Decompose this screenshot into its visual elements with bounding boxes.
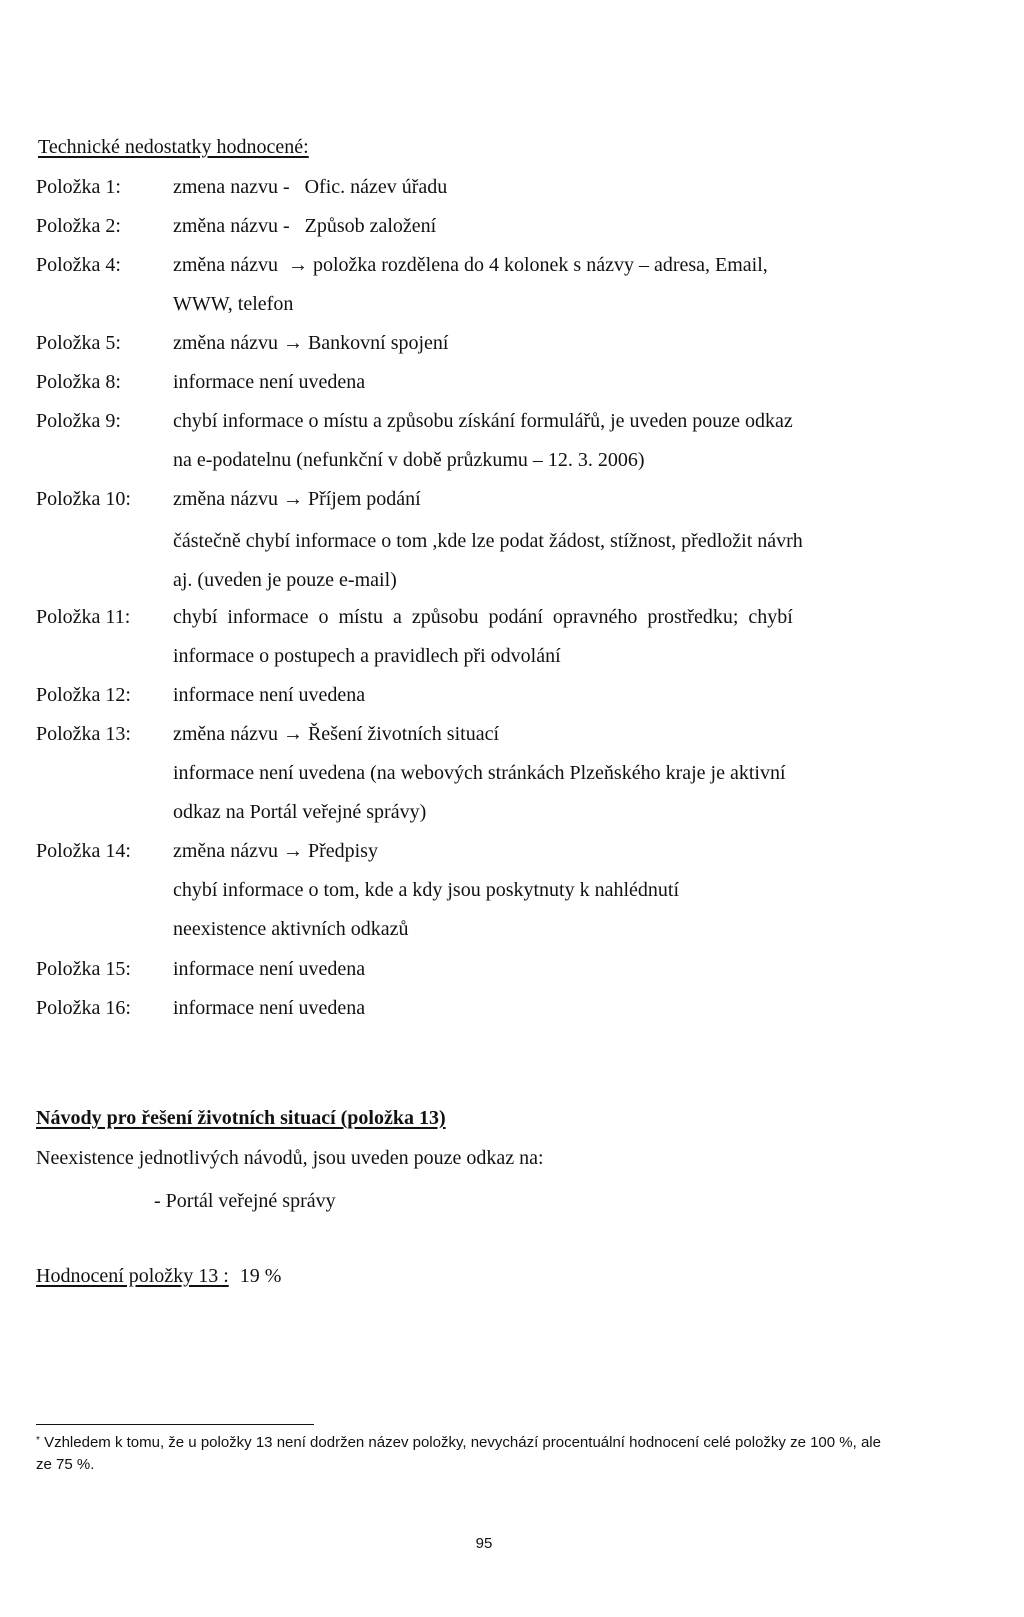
item-label: Položka 4: [36, 254, 121, 276]
item-text: informace není uvedena [173, 997, 366, 1019]
item-text: změna názvu → Příjem podání [173, 488, 421, 510]
item-text: na e-podatelnu (nefunkční v době průzkumu – 12. 3. 2006) [173, 449, 645, 471]
item-text: informace není uvedena [173, 958, 366, 980]
page-number: 95 [475, 1535, 493, 1552]
footnote [36, 1432, 896, 1476]
item-text: informace není uvedena [173, 371, 366, 393]
section-title: Návody pro řešení životních situací (položka 13) [36, 1107, 446, 1129]
item-text: chybí informace o tom, kde a kdy jsou poskytnuty k nahlédnutí [173, 879, 680, 901]
item-text: změna názvu → Předpisy [173, 840, 378, 862]
section-heading: Technické nedostatky hodnocené: [38, 136, 309, 158]
item-label: Položka 2: [36, 215, 121, 237]
section-bullet: - Portál veřejné správy [154, 1190, 336, 1212]
item-label: Položka 8: [36, 371, 121, 393]
item-text: WWW, telefon [173, 293, 294, 315]
footnote-marker: * [36, 1435, 40, 1446]
item-label: Položka 5: [36, 332, 121, 354]
item-text: změna názvu - Způsob založení [173, 215, 437, 237]
item-text: informace není uvedena (na webových stránkách Plzeňského kraje je aktivní [173, 762, 786, 784]
item-text: neexistence aktivních odkazů [173, 918, 409, 940]
item-label: Položka 13: [36, 723, 131, 745]
footnote-text: Vzhledem k tomu, že u položky 13 není dodržen název položky, nevychází procentuální hodnocení celé položky ze 100 %, ale ze 75 %. [36, 1434, 881, 1473]
item-text: odkaz na Portál veřejné správy) [173, 801, 427, 823]
item-text: částečně chybí informace o tom ,kde lze podat žádost, stížnost, předložit návrh [173, 530, 803, 552]
item-text: chybí informace o místu a způsobu podání opravného prostředku; chybí [173, 606, 793, 628]
item-text: změna názvu → položka rozdělena do 4 kolonek s názvy – adresa, Email, [173, 254, 768, 276]
item-label: Položka 10: [36, 488, 131, 510]
rating-label: Hodnocení položky 13 : [36, 1265, 229, 1287]
footnote-divider [36, 1424, 314, 1425]
item-label: Položka 15: [36, 958, 131, 980]
item-text: změna názvu → Bankovní spojení [173, 332, 449, 354]
section-intro: Neexistence jednotlivých návodů, jsou uveden pouze odkaz na: [36, 1147, 544, 1169]
rating-line [36, 1265, 281, 1288]
item-label: Položka 16: [36, 997, 131, 1019]
item-label: Položka 11: [36, 606, 131, 628]
item-label: Položka 12: [36, 684, 131, 706]
rating-value: 19 % [239, 1265, 282, 1287]
item-label: Položka 1: [36, 176, 121, 198]
item-text: informace není uvedena [173, 684, 366, 706]
item-text: zmena nazvu - Ofic. název úřadu [173, 176, 448, 198]
item-text: chybí informace o místu a způsobu získání formulářů, je uveden pouze odkaz [173, 410, 793, 432]
item-label: Položka 14: [36, 840, 131, 862]
item-text: aj. (uveden je pouze e-mail) [173, 569, 397, 591]
item-text: změna názvu → Řešení životních situací [173, 723, 500, 745]
item-text: informace o postupech a pravidlech při odvolání [173, 645, 561, 667]
item-label: Položka 9: [36, 410, 121, 432]
